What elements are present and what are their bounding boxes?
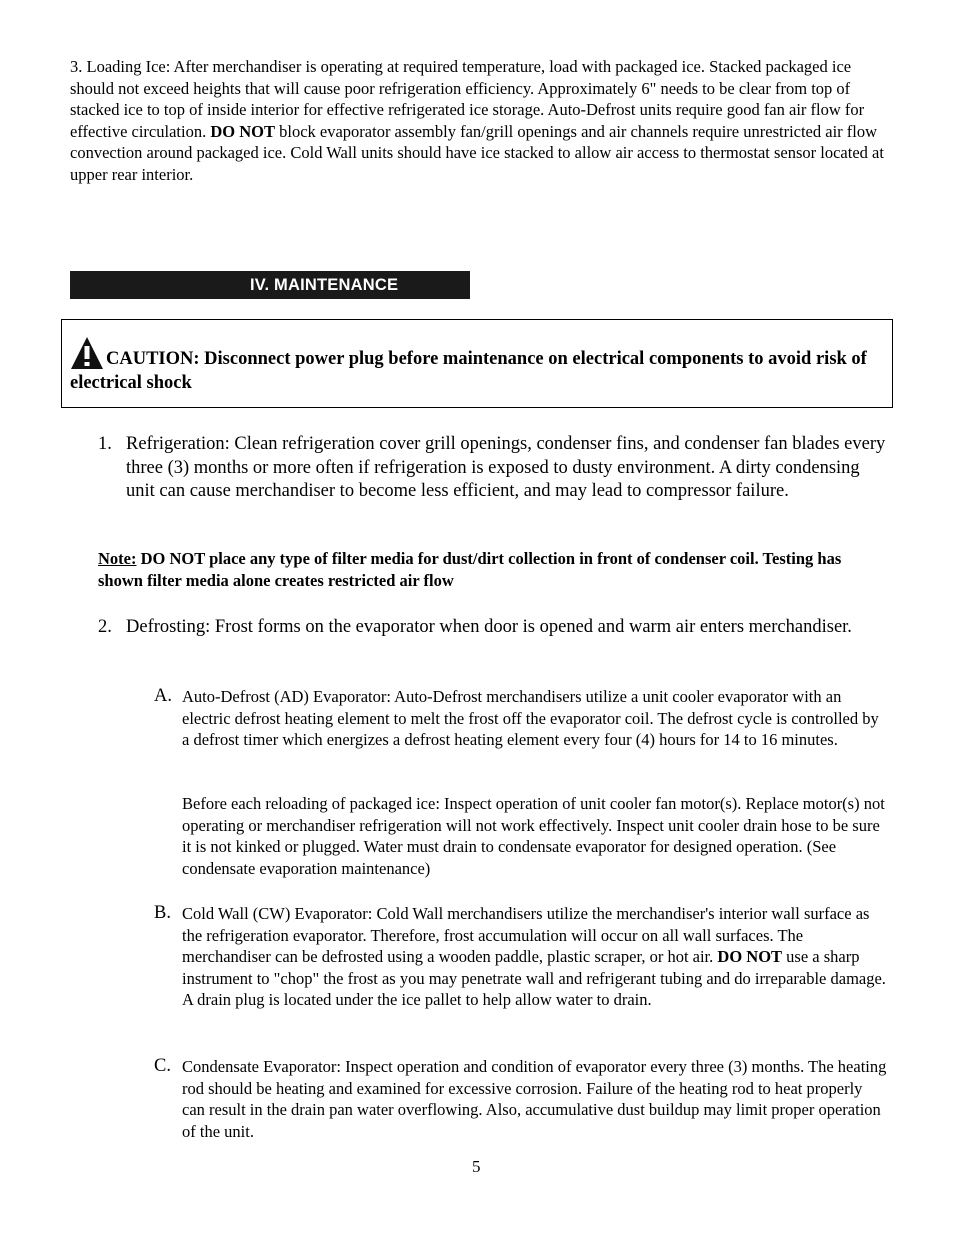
note-text: DO NOT place any type of filter media for dust/dirt collection in front of condenser coil. Testing has shown filter media alone creates restricted air flow [98,549,842,590]
caution-text-block [70,336,890,395]
subitem-b-text-a: Cold Wall (CW) Evaporator: Cold Wall merchandisers utilize the merchandiser's interior wall surface as the refrigeration evaporator. Therefore, frost accumulation will occur on all wall surfaces. The merchandiser can be defrosted using a wooden paddle, plastic scraper, or hot air. [182,904,870,966]
caution-text: CAUTION: Disconnect power plug before maintenance on electrical components to avoid risk of electrical shock [70,349,867,393]
section-title: IV. MAINTENANCE [250,276,399,294]
section-header-bar [70,271,470,299]
item-1-number: 1. [98,434,112,454]
page-number: 5 [472,1157,481,1176]
note-label: Note: [98,549,137,568]
subitem-a-paragraph-1: Auto-Defrost (AD) Evaporator: Auto-Defrost merchandisers utilize a unit cooler evaporator with an electric defrost heating element to melt the frost off the evaporator coil. The defrost cycle is controlled by a defrost timer which energizes a defrost heating element every four (4) hours for 14 to 16 minutes. [182,687,879,749]
item-1-text: Refrigeration: Clean refrigeration cover grill openings, condenser fins, and condenser fan blades every three (3) months or more often if refrigeration is exposed to dusty environment. A dirty condensing unit can cause merchandiser to become less efficient, and may lead to compressor failure. [126,434,886,501]
subitem-c-paragraph: Condensate Evaporator: Inspect operation and condition of evaporator every three (3) months. The heating rod should be heating and examined for excessive corrosion. Failure of the heating rod to heat properly can result in the drain pan water overflowing. Also, accumulative dust buildup may limit proper operation of the unit. [182,1057,887,1141]
subitem-a-paragraph-2: Before each reloading of packaged ice: Inspect operation of unit cooler fan motor(s). Replace motor(s) not operating or merchandiser refrigeration will not work effectively. Inspect unit cooler drain hose to be sure it is not kinked or plugged. Water must drain to condensate evaporator for designed operation. (See condensate evaporation maintenance) [182,794,885,878]
loading-ice-do-not: DO NOT [210,121,275,141]
item-2-text: Defrosting: Frost forms on the evaporator when door is opened and warm air enters merchandiser. [126,617,852,637]
loading-ice-paragraph [70,56,890,185]
subitem-b-paragraph [182,903,887,1011]
subitem-b-text-b: use a sharp instrument to "chop" the frost as you may penetrate wall and refrigerant tubing and do irreparable damage. A drain plug is located under the ice pallet to help allow water to drain. [182,947,886,1009]
item-2-number: 2. [98,617,112,637]
loading-ice-text-a: 3. Loading Ice: After merchandiser is operating at required temperature, load with packaged ice. Stacked packaged ice should not exceed heights that will cause poor refrigeration efficiency. Approximately 6" needs to be clear from top of stacked ice to top of inside interior for effective refrigerated ice storage. Auto-Defrost units require good fan air flow for effective circulation. [70,57,865,141]
loading-ice-text-b: block evaporator assembly fan/grill openings and air channels require unrestricted air flow convection around packaged ice. Cold Wall units should have ice stacked to allow air access to thermostat sensor located at upper rear interior. [70,121,884,184]
subitem-c-letter: C. [154,1056,171,1076]
note-block [98,548,878,591]
warning-triangle-icon [70,336,104,370]
subitem-b-do-not: DO NOT [717,947,783,966]
subitem-a-letter: A. [154,686,172,706]
caution-box [61,319,893,408]
subitem-b-letter: B. [154,903,171,923]
